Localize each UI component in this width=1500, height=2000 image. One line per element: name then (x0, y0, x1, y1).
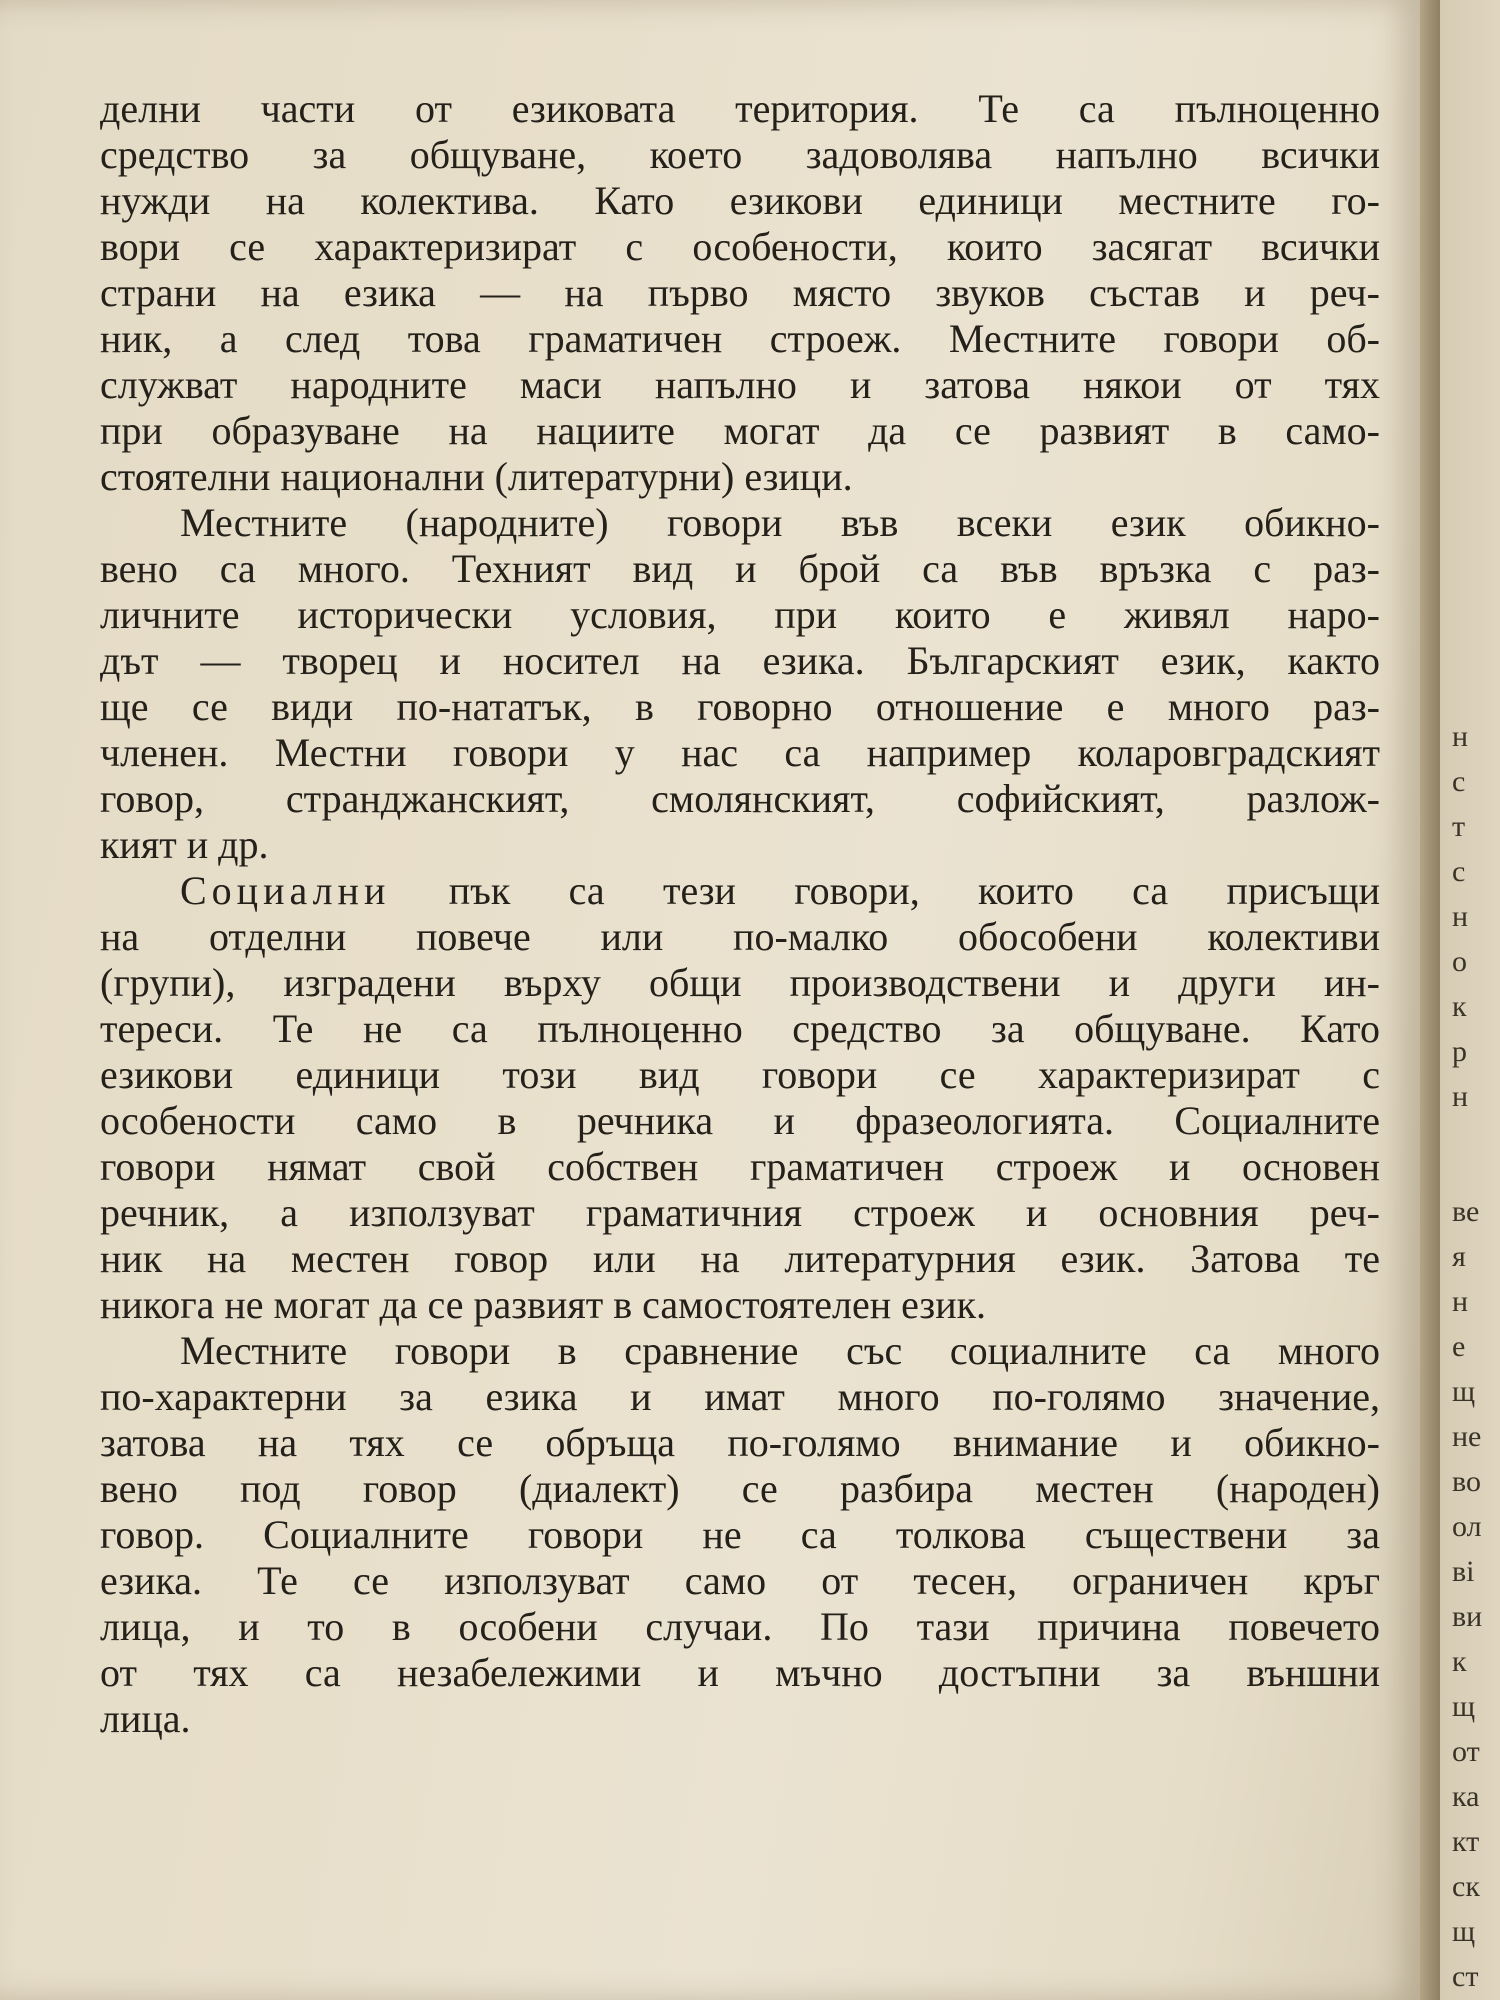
adjacent-page-fragment: щ (1452, 1690, 1476, 1723)
adjacent-page-fragment: н (1452, 720, 1469, 753)
text-line: членен. Местни говори у нас са например коларовградският (100, 730, 1380, 775)
adjacent-page-fragment: ск (1452, 1870, 1480, 1903)
adjacent-page-fragment: к (1452, 990, 1467, 1023)
text-line: при образуване на нациите могат да се развият в само- (100, 408, 1380, 453)
text-line: нужди на колектива. Като езикови единици местните го- (100, 178, 1380, 223)
text-line: езика. Те се използуват само от тесен, ограничен кръг (100, 1558, 1380, 1603)
text-line: затова на тях се обръща по-голямо внимание и обикно- (100, 1420, 1380, 1465)
text-line: от тях са незабележими и мъчно достъпни за външни (100, 1650, 1380, 1695)
paragraph-3 (100, 868, 1380, 1328)
adjacent-page-fragment: я (1452, 1240, 1466, 1273)
adjacent-page-fragment: е (1452, 1330, 1466, 1363)
text-line: кият и др. (100, 822, 269, 867)
adjacent-page-edge (1440, 0, 1500, 2000)
text-line: ще се види по-нататък, в говорно отношение е много раз- (100, 684, 1380, 729)
text-line: говори нямат свой собствен граматичен строеж и основен (100, 1144, 1380, 1189)
book-gutter (1420, 0, 1440, 2000)
adjacent-page-fragment: ст (1452, 1960, 1479, 1993)
text-line: Местните говори в сравнение със социалните са много (180, 1328, 1380, 1373)
adjacent-page-fragment: щ (1452, 1375, 1476, 1408)
adjacent-page-fragment: ви (1452, 1600, 1483, 1633)
adjacent-page-fragment: ол (1452, 1510, 1482, 1543)
text-line: дът — творец и носител на езика. Българският език, както (100, 638, 1380, 683)
text-line: речник, а използуват граматичния строеж и основния реч- (100, 1190, 1380, 1235)
text-line: вено под говор (диалект) се разбира местен (народен) (100, 1466, 1380, 1511)
adjacent-page-fragment: с (1452, 765, 1466, 798)
text-line: делни части от езиковата територия. Те са пълноценно (100, 86, 1380, 131)
text-line: езикови единици този вид говори се характеризират с (100, 1052, 1380, 1097)
paragraph-2 (100, 500, 1380, 868)
adjacent-page-fragment: от (1452, 1735, 1480, 1768)
text-line: страни на езика — на първо място звуков състав и реч- (100, 270, 1380, 315)
adjacent-page-fragment: ка (1452, 1780, 1480, 1813)
adjacent-page-fragment: н (1452, 1285, 1469, 1318)
spaced-term: Социални (180, 868, 391, 913)
text-line: (групи), изградени върху общи производствени и други ин- (100, 960, 1380, 1005)
text-line (100, 868, 1380, 914)
text-line: никога не могат да се развият в самостоятелен език. (100, 1282, 987, 1327)
text-line: ник, а след това граматичен строеж. Местните говори об- (100, 316, 1380, 361)
text-line: средство за общуване, което задоволява напълно всички (100, 132, 1380, 177)
text-line: говор. Социалните говори не са толкова съществени за (100, 1512, 1380, 1557)
paragraph-1 (100, 86, 1380, 500)
adjacent-page-fragment: к (1452, 1645, 1467, 1678)
adjacent-page-fragment: н (1452, 1080, 1469, 1113)
text-fragment: пък са тези говори, които са присъщи (390, 868, 1380, 913)
adjacent-page-fragment: кт (1452, 1825, 1480, 1858)
text-line: служват народните маси напълно и затова някои от тях (100, 362, 1380, 407)
adjacent-page-fragment: р (1452, 1035, 1467, 1068)
adjacent-page-fragment: с (1452, 855, 1466, 888)
page-text (100, 86, 1380, 1742)
text-line: лица, и то в особени случаи. По тази причина повечето (100, 1604, 1380, 1649)
text-line: ник на местен говор или на литературния език. Затова те (100, 1236, 1380, 1281)
text-line: вори се характеризират с особености, които засягат всички (100, 224, 1380, 269)
text-line: особености само в речника и фразеологията. Социалните (100, 1098, 1380, 1143)
text-line: тереси. Те не са пълноценно средство за общуване. Като (100, 1006, 1380, 1051)
text-line: говор, странджанският, смолянският, софийският, разлож- (100, 776, 1380, 821)
text-line: вено са много. Техният вид и брой са във връзка с раз- (100, 546, 1380, 591)
adjacent-page-fragment: во (1452, 1465, 1481, 1498)
text-line: личните исторически условия, при които е живял наро- (100, 592, 1380, 637)
text-line: на отделни повече или по-малко обособени колективи (100, 914, 1380, 959)
text-line: стоятелни национални (литературни) езици. (100, 454, 853, 499)
adjacent-page-fragment: т (1452, 810, 1466, 843)
text-line: лица. (100, 1696, 191, 1741)
adjacent-page-fragment: о (1452, 945, 1467, 978)
text-line: по-характерни за езика и имат много по-голямо значение, (100, 1374, 1380, 1419)
adjacent-page-fragment: ві (1452, 1555, 1475, 1588)
adjacent-page-fragment: не (1452, 1420, 1482, 1453)
paragraph-4 (100, 1328, 1380, 1742)
adjacent-page-fragment: н (1452, 900, 1469, 933)
adjacent-page-fragment: ве (1452, 1195, 1480, 1228)
adjacent-page-fragment: щ (1452, 1915, 1476, 1948)
text-line: Местните (народните) говори във всеки език обикно- (180, 500, 1380, 545)
